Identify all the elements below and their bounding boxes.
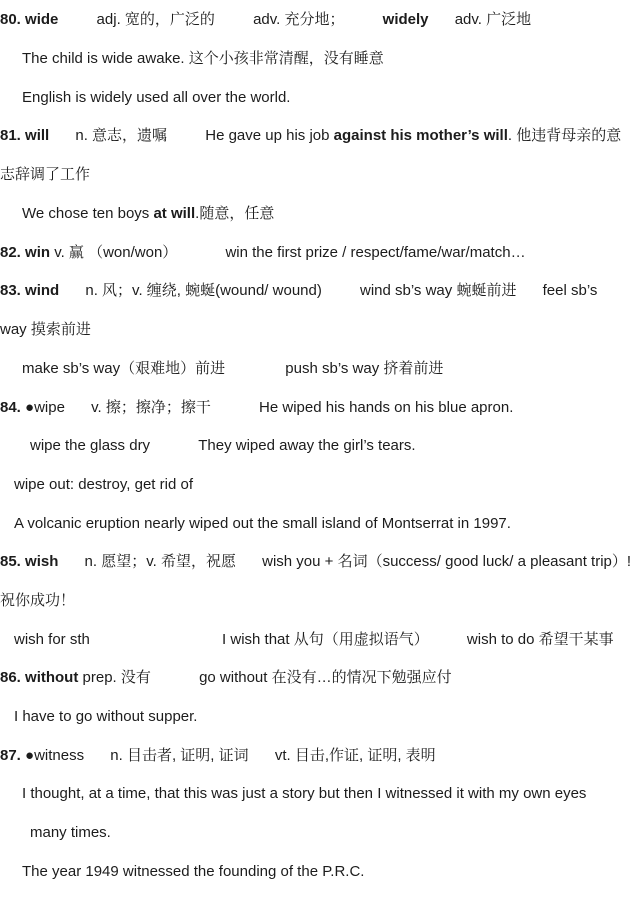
definition: v. 赢 （won/won） xyxy=(54,244,178,261)
entry-81-header xyxy=(0,124,640,148)
entry-85-header xyxy=(0,550,640,574)
entry-number: 80. xyxy=(0,11,21,28)
entry-number: 84. xyxy=(0,399,21,416)
entry-82-header xyxy=(0,241,640,265)
related-word: widely xyxy=(382,11,429,28)
definition: prep. 没有 xyxy=(82,669,151,686)
headword: wish xyxy=(25,553,59,570)
wrapped-text: 祝你成功！ xyxy=(0,592,76,609)
example-text: feel sb’s xyxy=(542,282,598,299)
definition: v. 擦；擦净；擦干 xyxy=(91,399,211,416)
example-sentence: The child is wide awake. 这个小孩非常清醒，没有睡意 xyxy=(22,50,384,67)
definition: n. 愿望；v. 希望，祝愿 xyxy=(84,553,236,570)
entry-86-header xyxy=(0,666,640,690)
entry-84-header xyxy=(0,396,640,420)
example-sentence: English is widely used all over the world. xyxy=(22,89,291,106)
definition: adj. 宽的，广泛的 xyxy=(96,11,215,28)
entry-80-header xyxy=(0,8,640,32)
definition: vt. 目击,作证, 证明, 表明 xyxy=(274,747,436,764)
entry-83-header xyxy=(0,279,640,303)
example-sentence: make sb’s way（艰难地）前进 push sb’s way 挤着前进 xyxy=(22,360,444,377)
definition: n. 风；v. 缠绕, 蜿蜒(wound/ wound) xyxy=(85,282,322,299)
definition: adv. 广泛地 xyxy=(454,11,532,28)
example-text: wind sb’s way 蜿蜒前进 xyxy=(360,282,517,299)
example-sentence: I thought, at a time, that this was just a story but then I witnessed it with my own eyes xyxy=(22,785,587,802)
entry-number: 87. xyxy=(0,747,21,764)
example-text: . 他违背母亲的意 xyxy=(507,127,622,144)
entry-number: 82. xyxy=(0,244,21,261)
example-sentence: The year 1949 witnessed the founding of the P.R.C. xyxy=(22,863,365,880)
headword: wind xyxy=(25,282,60,299)
entry-number: 83. xyxy=(0,282,21,299)
headword: wide xyxy=(25,11,59,28)
example-sentence: wish for sth I wish that 从句（用虚拟语气） wish to do 希望干某事 xyxy=(14,631,614,648)
example-text: go without 在没有…的情况下勉强应付 xyxy=(199,669,452,686)
entry-number: 86. xyxy=(0,669,21,686)
wrapped-text: 志辞调了工作 xyxy=(0,166,91,183)
headword: will xyxy=(25,127,50,144)
example-sentence: wipe the glass dry They wiped away the girl’s tears. xyxy=(30,437,416,454)
example-sentence: We chose ten boys at will.随意，任意 xyxy=(22,205,275,222)
entry-number: 85. xyxy=(0,553,21,570)
example-text: win the first prize / respect/fame/war/match… xyxy=(225,244,526,261)
entry-87-header xyxy=(0,744,640,768)
example-highlight: against his mother’s will xyxy=(333,127,508,144)
example-text: wish you + 名词（success/ good luck/ a pleasant trip）! xyxy=(262,553,632,570)
example-sentence: I have to go without supper. xyxy=(14,708,198,725)
headword: ●wipe xyxy=(25,399,65,416)
entry-number: 81. xyxy=(0,127,21,144)
example-sentence: wipe out: destroy, get rid of xyxy=(14,476,193,493)
definition: n. 意志，遗嘱 xyxy=(75,127,168,144)
headword: ●witness xyxy=(25,747,85,764)
example-text: He wiped his hands on his blue apron. xyxy=(259,399,514,416)
example-text: He gave up his job xyxy=(205,127,334,144)
wrapped-text: way 摸索前进 xyxy=(0,321,91,338)
example-sentence: many times. xyxy=(30,824,111,841)
definition: n. 目击者, 证明, 证词 xyxy=(110,747,249,764)
headword: without xyxy=(25,669,79,686)
definition: adv. 充分地； xyxy=(253,11,345,28)
headword: win xyxy=(25,244,51,261)
example-sentence: A volcanic eruption nearly wiped out the small island of Montserrat in 1997. xyxy=(14,515,511,532)
